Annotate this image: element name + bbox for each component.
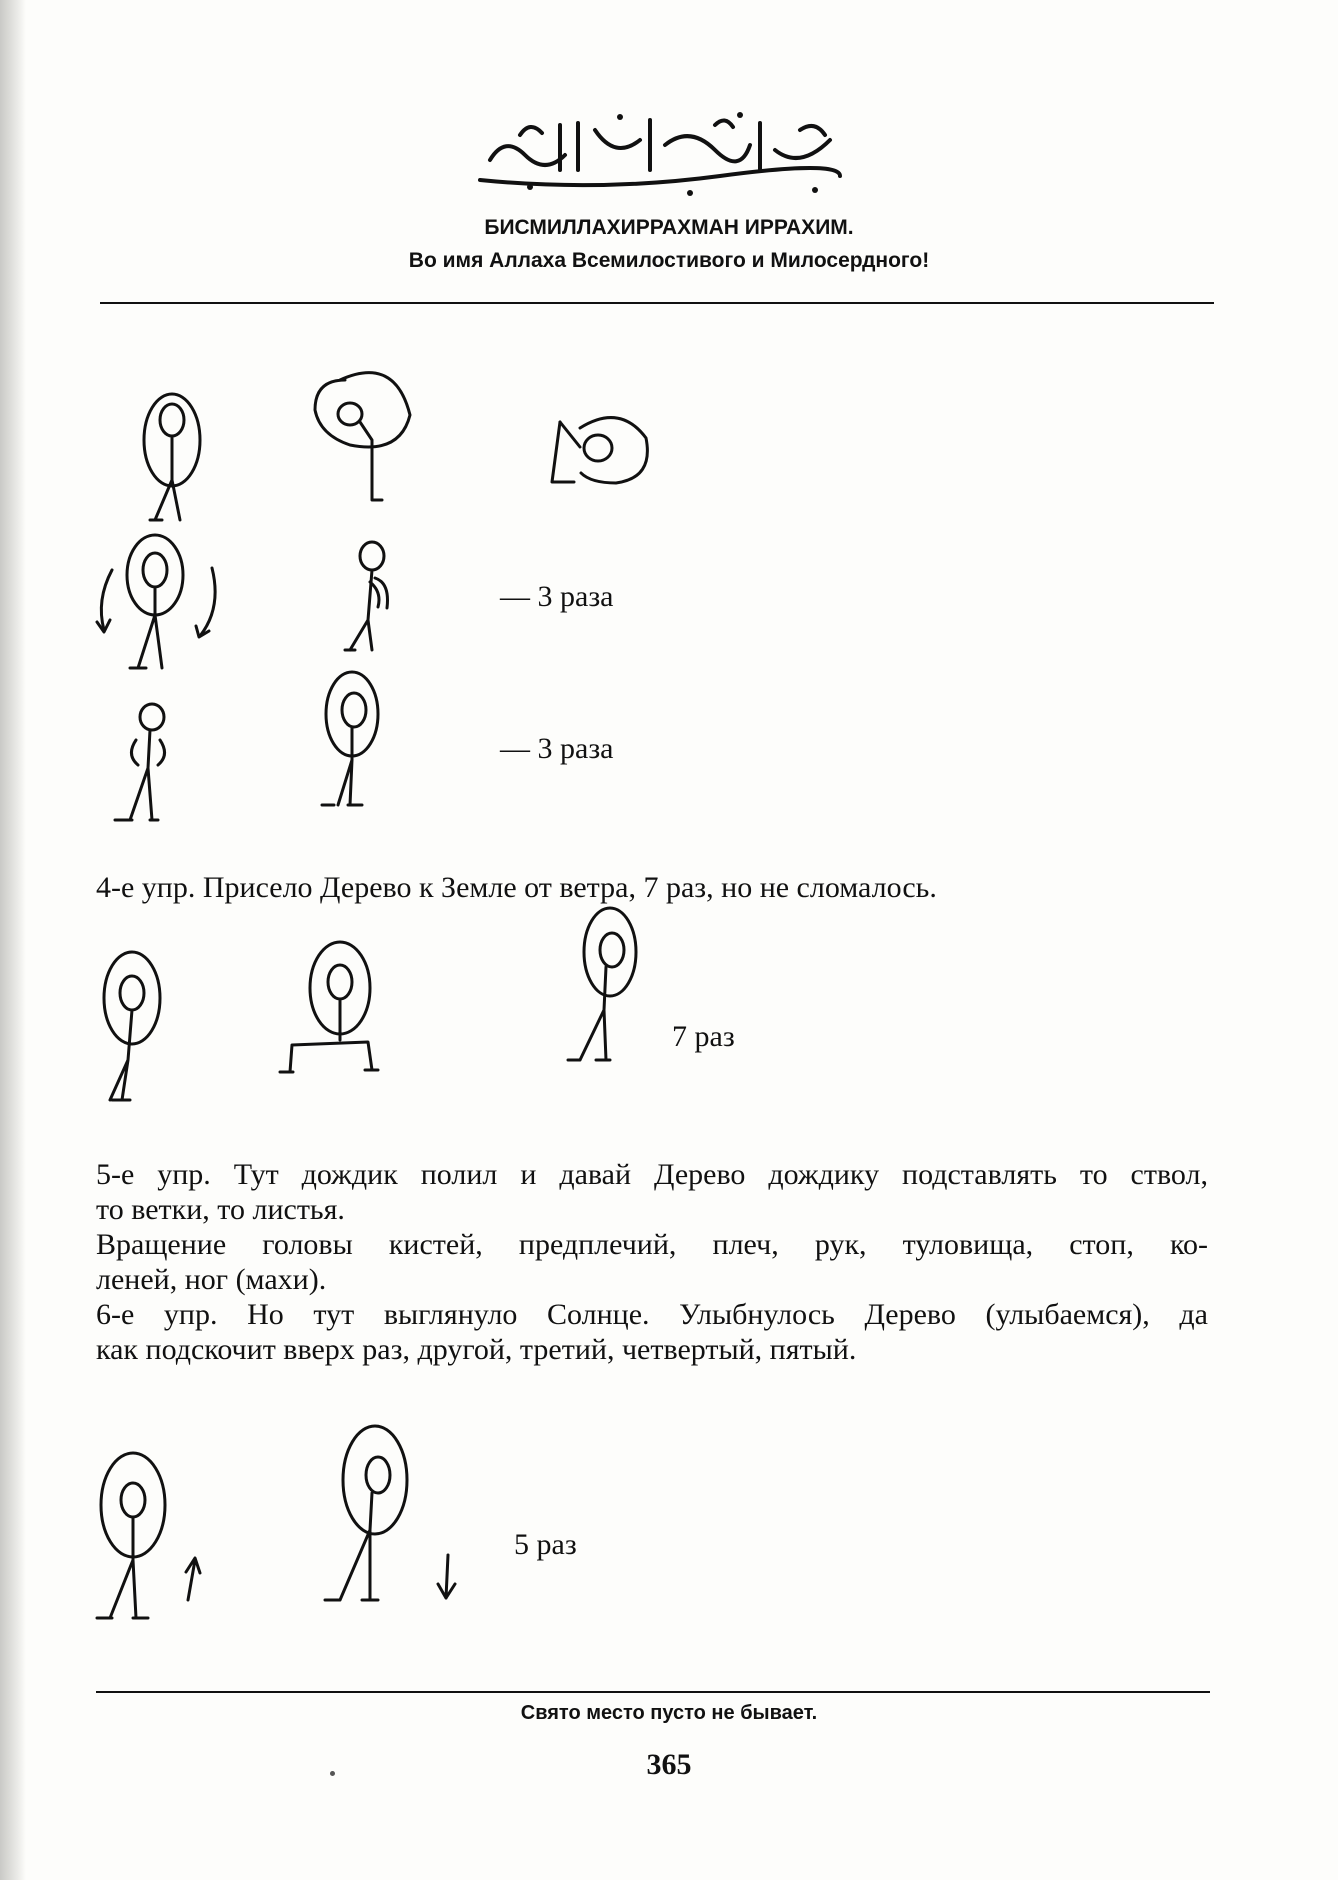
header-title: БИСМИЛЛАХИРРАХМАН ИРРАХИМ. — [484, 216, 854, 239]
page-number: 365 — [646, 1748, 692, 1781]
exercise-5-6-text — [96, 1157, 1208, 1367]
figure-tree-squat — [280, 942, 378, 1072]
figure-tree-rising — [568, 908, 636, 1060]
header-subtitle: Во имя Аллаха Всемилостивого и Милосердного! — [408, 249, 930, 272]
figure-row4-repeat-label: 7 раз — [672, 1020, 735, 1053]
exercise-4-line: 4-е упр. Присело Дерево к Земле от ветра, 7 раз, но не сломалось. — [96, 871, 937, 904]
rotation-line-1: Вращение головы кистей, предплечий, плеч, рук, туловища, стоп, ко- — [96, 1228, 1208, 1261]
paper-speck — [330, 1771, 335, 1776]
figure-arms-raised-circle — [322, 672, 378, 805]
figure-hands-on-shoulders — [115, 704, 165, 820]
exercise-5-line-1: 5-е упр. Тут дождик полил и давай Дерево дождику подставлять то ствол, — [96, 1158, 1208, 1191]
figure-row2-repeat-label: — 3 раза — [500, 580, 614, 613]
figure-bend-back — [315, 373, 410, 500]
exercise-5-line-2: то ветки, то листья. — [96, 1193, 345, 1226]
footer-proverb: Свято место пусто не бывает. — [520, 1702, 818, 1724]
figure-row3-repeat-label: — 3 раза — [500, 732, 614, 765]
figure-tree-standing — [104, 952, 160, 1100]
figure-jump-down — [325, 1426, 455, 1600]
figure-arms-circle-down — [97, 535, 215, 668]
exercise-4-text — [96, 870, 1208, 905]
figure-hand-on-hip — [345, 542, 388, 650]
figure-arms-overhead — [144, 394, 200, 520]
figure-bend-forward — [552, 418, 647, 483]
rotation-line-2: леней, ног (махи). — [96, 1263, 327, 1296]
exercise-6-line-1: 6-е упр. Но тут выглянуло Солнце. Улыбнулось Дерево (улыбаемся), да — [96, 1298, 1208, 1331]
figure-row5-repeat-label: 5 раз — [514, 1528, 577, 1561]
footer-rule — [96, 1691, 1210, 1693]
figure-jump-up — [97, 1453, 200, 1618]
exercise-6-line-2: как подскочит вверх раз, другой, третий, четвертый, пятый. — [96, 1333, 857, 1366]
